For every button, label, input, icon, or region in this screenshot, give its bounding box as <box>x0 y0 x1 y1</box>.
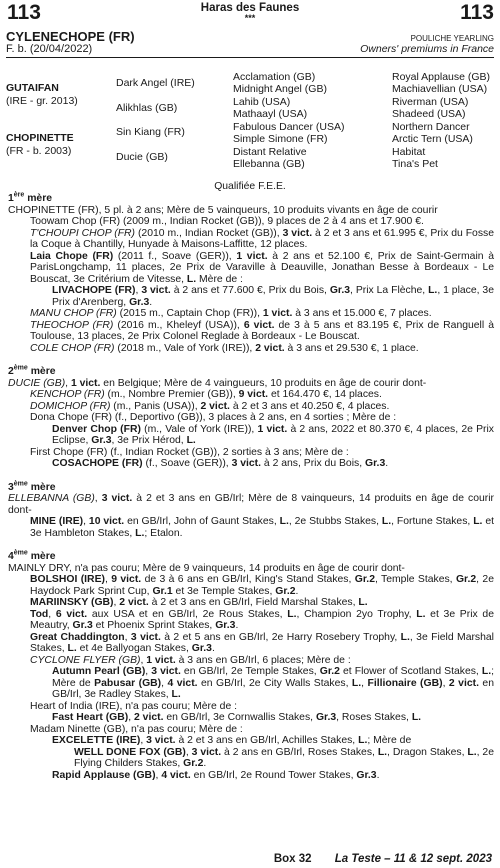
entry-text: à 2 et 3 ans et 61.995 €, Prix du Fosse la Coque à Chantilly, Hunyade à Maisons-Laffitte, 12 places. <box>30 227 494 250</box>
pedigree-g4: Riverman (USA) <box>392 96 469 108</box>
entry-text: DOMICHOP (FR) <box>30 400 111 412</box>
consignor-stars: *** <box>244 13 256 23</box>
entry-text: L. <box>287 608 297 620</box>
lot-number-left: 113 <box>7 1 41 24</box>
entry-text: Gr.3 <box>356 769 377 781</box>
entry-text: 1 vict. <box>257 423 288 435</box>
entry-text: à 3 ans et 29.530 €, 1 place. <box>284 342 419 354</box>
entry-text: (f., Soave (GER)), <box>142 458 232 469</box>
entry-text: Gr.1 <box>152 585 173 597</box>
entry-text: Gr.3 <box>91 435 112 446</box>
section-word: mère <box>27 193 53 204</box>
entry-text: L. <box>135 527 145 539</box>
pedigree-g3: Lahib (USA) <box>233 96 291 108</box>
section-ordinal-suffix: ème <box>13 480 28 488</box>
entry-text: 3 vict. <box>146 735 176 746</box>
entry-text: en GB/Irl, 3e Radley Stakes, <box>52 677 494 700</box>
pedigree-g2: Dark Angel (IRE) <box>116 77 195 89</box>
entry-text: à 2 et 3 ans en GB/Irl, Achilles Stakes, <box>175 735 359 746</box>
entry-text: L. <box>381 516 392 527</box>
entry-text: à 2 ans et 77.600 €, Prix du Bois, <box>170 285 330 296</box>
entry-text: en GB/Irl, 2e Round Tower Stakes, <box>190 769 357 781</box>
pedigree-g4: Machiavellian (USA) <box>392 83 488 95</box>
pedigree-entry <box>8 747 494 770</box>
lot-number-right: 113 <box>460 1 494 24</box>
entry-text: Gr.3 <box>72 620 93 631</box>
entry-text: , Dragon Stakes, <box>387 746 468 758</box>
entry-text: à 2 et 3 ans et 40.250 €, 4 places. <box>229 400 390 412</box>
pedigree-entry <box>8 563 494 575</box>
entry-text: CYCLONE FLYER (GB) <box>30 654 141 666</box>
entry-text: , Fortune Stakes, <box>391 516 474 527</box>
entry-text: L. <box>411 712 422 723</box>
pedigree-g4: Northern Dancer <box>392 121 470 133</box>
entry-text: Fast Heart (GB) <box>52 712 129 723</box>
pedigree-g2: Alikhlas (GB) <box>116 102 178 114</box>
entry-text: ELLEBANNA (GB) <box>8 493 95 504</box>
entry-text: et 3e Prix de Meautry, <box>30 608 494 631</box>
pedigree-g2: Ducie (GB) <box>116 151 168 163</box>
entry-text: Tod <box>30 608 49 620</box>
entry-text: , <box>145 666 152 677</box>
entry-text: à 2 ans, 2022 et 80.370 €, 4 places, 2e Prix Eclipse, <box>52 423 494 446</box>
pedigree-entry <box>8 574 494 597</box>
entry-text: , <box>124 631 131 643</box>
entry-text: Pabusar (GB) <box>94 677 162 689</box>
entry-text: (2011 f., Soave (GER)), <box>113 250 237 262</box>
entry-text: , 2e Haydock Park Sprint Cup, <box>30 574 494 597</box>
pedigree-entry <box>8 735 494 747</box>
entry-text: COLE CHOP (FR) <box>30 342 115 354</box>
entry-text: et 3e Hambleton Stakes, <box>30 516 494 539</box>
entry-text: L. <box>358 597 368 608</box>
entry-text: , Champion 2yo Trophy, <box>296 608 417 620</box>
pedigree-entry <box>8 389 494 401</box>
horse-name: CYLENECHOPE (FR) <box>6 29 135 44</box>
entry-text: L. <box>186 435 196 446</box>
pedigree-entry <box>8 712 494 724</box>
entry-text: en GB/Irl, 2e City Walls Stakes, <box>197 677 352 689</box>
section-word: mère <box>30 366 56 377</box>
entry-text: L. <box>428 285 438 296</box>
section-ordinal: 2 <box>8 366 14 377</box>
section-heading <box>8 482 494 494</box>
pedigree-entry <box>8 205 494 217</box>
entry-text: Autumn Pearl (GB) <box>52 666 146 677</box>
qualification-note: Qualifiée F.E.E. <box>214 181 286 192</box>
pedigree-entry <box>8 666 494 701</box>
entry-text: Rapid Applause (GB) <box>52 769 156 781</box>
pedigree-entry <box>8 343 494 355</box>
entry-text: et 164.470 €, 14 places. <box>268 389 382 400</box>
entry-text: L. <box>279 516 289 527</box>
entry-text: BOLSHOI (IRE) <box>30 574 105 585</box>
pedigree-g4: Tina's Pet <box>392 158 438 170</box>
entry-text: MANU CHOP (FR) <box>30 308 117 319</box>
pedigree-entry <box>8 770 494 782</box>
pedigree-entry <box>8 447 494 459</box>
entry-text: MINE (IRE) <box>30 516 84 527</box>
entry-text: Gr.3 <box>191 643 212 654</box>
entry-text: , <box>135 285 142 296</box>
entry-text: à 3 ans et 15.000 €, 7 places. <box>292 308 432 319</box>
pedigree-entry <box>8 378 494 390</box>
entry-text: L. <box>473 516 483 527</box>
section-heading <box>8 366 494 378</box>
entry-text: Dona Chope (FR) (f., Deportivo (GB)), 3 places à 2 ans, en 4 sorties ; Mère de : <box>30 412 397 423</box>
entry-text: . <box>149 296 153 308</box>
entry-text: L. <box>400 631 410 643</box>
entry-text: . <box>295 585 299 597</box>
entry-text: , <box>48 608 56 620</box>
entry-text: L. <box>467 746 477 758</box>
entry-text: MARIINSKY (GB) <box>30 597 114 608</box>
entry-text: . <box>385 458 389 469</box>
pedigree-entry <box>8 251 494 286</box>
entry-text: 3 vict. <box>151 666 181 677</box>
entry-text: , <box>155 769 162 781</box>
pedigree-entry <box>8 655 494 667</box>
entry-text: Gr.3 <box>329 285 351 296</box>
page-footer <box>274 853 492 865</box>
entry-text: 3 vict. <box>231 458 262 469</box>
entry-text: Great Chaddington <box>30 631 125 643</box>
entry-text: , 3e Field Marshal Stakes, <box>30 631 494 654</box>
consignor-name: Haras des Faunes <box>200 2 300 14</box>
entry-text: à 2 et 3 ans en GB/Irl; Mère de 8 vainqueurs, 14 produits en âge de courir dont- <box>8 493 494 516</box>
entry-text: L. <box>171 689 181 700</box>
entry-text: 9 vict. <box>111 574 142 585</box>
entry-text: à 2 ans en GB/Irl, Roses Stakes, <box>221 746 378 758</box>
pedigree-g3: Mathaayl (USA) <box>233 108 308 120</box>
entry-text: Gr.3 <box>215 620 236 631</box>
footer-box: Box 32 <box>273 853 312 865</box>
entry-text: Gr.2 <box>319 666 340 677</box>
entry-text: 6 vict. <box>55 608 88 620</box>
section-ordinal-suffix: ère <box>13 191 25 199</box>
entry-text: , Roses Stakes, <box>336 712 412 723</box>
entry-text: , Temple Stakes, <box>374 574 456 585</box>
premium-note: Owners' premiums in France <box>360 43 494 55</box>
entry-text: et 4e Ballyogan Stakes, <box>76 643 192 654</box>
pedigree-g3: Midnight Angel (GB) <box>233 83 327 95</box>
family-history <box>8 193 494 781</box>
entry-text: et 3e Temple Stakes, <box>172 585 276 597</box>
entry-text: , <box>140 735 147 746</box>
pedigree-g4: Arctic Tern (USA) <box>392 133 473 145</box>
section-word: mère <box>30 551 56 562</box>
entry-text: et Phoenix Sprint Stakes, <box>92 620 216 631</box>
entry-text: , <box>185 746 192 758</box>
pedigree-entry <box>8 216 494 228</box>
entry-text: 3 vict. <box>191 746 222 758</box>
entry-text: (2016 m., Kheleyf (USA)), <box>113 319 244 331</box>
pedigree-g3: Distant Relative <box>233 146 307 158</box>
entry-text: Gr.2 <box>275 585 296 597</box>
entry-text: 9 vict. <box>238 389 269 400</box>
pedigree-g3: Simple Simone (FR) <box>233 133 328 145</box>
entry-text: 1 vict. <box>70 377 101 389</box>
entry-text: à 2 ans et 52.100 €, Prix de Saint-Germain à ParisLongchamp, 11 places, 2e Prix de Varaville à Deauville, Jonathan Besse à Bordeaux - Le Bouscat, 3e Critérium de Vitesse, <box>30 250 494 285</box>
section-ordinal: 4 <box>8 551 14 562</box>
entry-text: . <box>376 769 380 781</box>
pedigree-g4: Royal Applause (GB) <box>392 71 491 83</box>
entry-text: (2018 m., Vale of York (IRE)), <box>114 342 256 354</box>
entry-text: WELL DONE FOX (GB) <box>74 746 186 758</box>
entry-text: Gr.2 <box>354 574 375 585</box>
entry-text: en Belgique; Mère de 4 vaingueurs, 10 produits en âge de courir dont- <box>100 377 427 389</box>
entry-text: Gr.2 <box>183 758 204 769</box>
entry-text: KENCHOP (FR) <box>30 389 105 400</box>
pedigree-g3: Fabulous Dancer (USA) <box>233 121 345 133</box>
entry-text: L. <box>358 735 368 746</box>
footer-venue: La Teste – 11 & 12 sept. 2023 <box>334 853 492 865</box>
horse-description: F. b. (20/04/2022) <box>6 43 93 55</box>
entry-text: Mère de : <box>196 273 243 285</box>
pedigree-g3: Ellebanna (GB) <box>233 158 305 170</box>
pedigree-entry <box>8 401 494 413</box>
section-ordinal-suffix: ème <box>13 549 28 557</box>
entry-text: First Chope (FR) (f., Indian Rocket (GB)), 2 sorties à 3 ans; Mère de : <box>30 446 349 458</box>
entry-text: EXCELETTE (IRE) <box>52 735 141 746</box>
section-ordinal: 3 <box>8 481 14 493</box>
entry-text: 3 vict. <box>130 631 161 643</box>
horse-details-row <box>6 44 494 57</box>
entry-text: , <box>104 574 112 585</box>
entry-text: Denver Chop (FR) <box>52 423 141 435</box>
entry-text: 4 vict. <box>167 677 198 689</box>
entry-text: de 3 à 6 ans en GB/Irl, King's Stand Stakes, <box>141 574 355 585</box>
pedigree-table <box>0 72 500 172</box>
entry-text: de 3 à 5 ans et 83.195 €, Prix de Ranguell à Toulouse, 13 places, 2e Prix Colonel Reglade à Bordeaux - Le Bouscat. <box>30 319 495 342</box>
entry-text: aux USA et en GB/Irl, 2e Rous Stakes, <box>87 608 288 620</box>
pedigree-dam: CHOPINETTE <box>6 132 74 144</box>
entry-text: , 2e Stubbs Stakes, <box>288 516 382 527</box>
entry-text: . <box>211 643 215 654</box>
header-divider <box>6 57 494 58</box>
pedigree-entry <box>8 516 494 539</box>
pedigree-entry <box>8 285 494 308</box>
entry-text: 2 vict. <box>255 342 285 354</box>
entry-text: , <box>113 597 120 608</box>
pedigree-entry <box>8 458 494 470</box>
pedigree-entry <box>8 724 494 736</box>
entry-text: , <box>442 677 449 689</box>
entry-text: (2010 m., Indian Rocket (GB)), <box>135 227 283 239</box>
entry-text: L. <box>186 273 197 285</box>
entry-text: LIVACHOPE (FR) <box>52 285 136 296</box>
entry-text: L. <box>416 608 426 620</box>
entry-text: ; Etalon. <box>144 527 183 539</box>
section-ordinal: 1 <box>8 193 14 204</box>
entry-text: . <box>235 620 239 631</box>
entry-text: ; Mère de <box>52 666 495 689</box>
entry-text: 10 vict. <box>88 516 125 527</box>
pedigree-entry <box>8 320 494 343</box>
pedigree-g4: Habitat <box>392 146 426 158</box>
entry-text: 1 vict. <box>146 654 176 666</box>
entry-text: 3 vict. <box>101 493 133 504</box>
entry-text: 6 vict. <box>243 319 275 331</box>
entry-text: Toowam Chop (FR) (2009 m., Indian Rocket (GB)), 9 places de 2 à 4 ans et 17.900 €. <box>30 216 424 227</box>
entry-text: en GB/Irl, 3e Cornwallis Stakes, <box>163 712 316 723</box>
entry-text: , <box>83 516 89 527</box>
entry-text: , Prix La Flèche, <box>350 285 429 296</box>
entry-text: , <box>94 493 102 504</box>
entry-text: Heart of India (IRE), n'a pas couru; Mère de : <box>30 700 238 712</box>
pedigree-entry <box>8 597 494 609</box>
entry-text: 3 vict. <box>141 285 171 296</box>
entry-text: . <box>203 758 207 769</box>
entry-text: Gr.3 <box>365 458 386 469</box>
entry-text: 2 vict. <box>200 400 230 412</box>
entry-text: , 2e Flying Childers Stakes, <box>74 746 494 769</box>
entry-text: (m., Panis (USA)), <box>110 400 201 412</box>
section-heading <box>8 193 494 205</box>
pedigree-g3: Acclamation (GB) <box>233 71 316 83</box>
entry-text: L. <box>377 746 388 758</box>
entry-text: , 3e Prix Hérod, <box>111 435 187 446</box>
entry-text: T'CHOUPI CHOP (FR) <box>30 227 136 239</box>
entry-text: Madam Ninette (GB), n'a pas couru; Mère de : <box>30 723 243 735</box>
pedigree-sire: GUTAIFAN <box>6 82 59 94</box>
entry-text: 1 vict. <box>236 250 268 262</box>
entry-text: CHOPINETTE (FR), 5 pl. à 2 ans; Mère de 5 vainqueurs, 10 produits vivants en âge de courir <box>8 204 438 216</box>
pedigree-entry <box>8 424 494 447</box>
pedigree-dam-info: (FR - b. 2003) <box>6 145 72 157</box>
section-heading <box>8 551 494 563</box>
entry-text: , <box>140 654 147 666</box>
entry-text: Gr.2 <box>455 574 477 585</box>
entry-text: 3 vict. <box>282 227 313 239</box>
entry-text: MAINLY DRY, n'a pas couru; Mère de 9 vainqueurs, 14 produits en âge de courir dont- <box>8 562 405 574</box>
entry-text: Fillionaire (GB) <box>367 677 443 689</box>
pedigree-entry <box>8 609 494 632</box>
entry-text: 4 vict. <box>161 769 191 781</box>
pedigree-g4: Shadeed (USA) <box>392 108 466 120</box>
entry-text: ; Mère de <box>367 735 412 746</box>
section-ordinal-suffix: ème <box>13 364 28 372</box>
entry-text: en GB/Irl, 2e Temple Stakes, <box>180 666 320 677</box>
section-word: mère <box>30 481 56 493</box>
pedigree-entry <box>8 632 494 655</box>
entry-text: 1 vict. <box>262 308 293 319</box>
entry-text: L. <box>67 643 77 654</box>
pedigree-sire-info: (IRE - gr. 2013) <box>6 95 78 107</box>
pedigree-entry <box>8 493 494 516</box>
entry-text: THEOCHOP (FR) <box>30 319 114 331</box>
entry-text: , <box>361 677 368 689</box>
entry-text: 2 vict. <box>134 712 164 723</box>
entry-text: 2 vict. <box>448 677 479 689</box>
entry-text: (m., Nombre Premier (GB)), <box>104 389 239 400</box>
entry-text: à 2 ans, Prix du Bois, <box>261 458 365 469</box>
entry-text: à 2 et 3 ans en GB/Irl, Field Marshal Stakes, <box>148 597 359 608</box>
entry-text: (m., Vale of York (IRE)), <box>140 423 258 435</box>
entry-text: à 2 et 5 ans en GB/Irl, 2e Harry Rosebery Trophy, <box>160 631 401 643</box>
pedigree-g2: Sin Kiang (FR) <box>116 126 185 138</box>
entry-text: et Flower of Scotland Stakes, <box>339 666 482 677</box>
entry-text: L. <box>481 666 492 677</box>
entry-text: Gr.3 <box>315 712 337 723</box>
entry-text: DUCIE (GB) <box>8 377 66 389</box>
entry-text: à 3 ans en GB/Irl, 6 places; Mère de : <box>175 654 351 666</box>
entry-text: , <box>65 377 71 389</box>
entry-text: , 1 place, 3e Prix d'Arenberg, <box>52 285 494 308</box>
entry-text: L. <box>351 677 362 689</box>
pedigree-entry <box>8 228 494 251</box>
entry-text: COSACHOPE (FR) <box>52 458 143 469</box>
pedigree-entry <box>8 308 494 320</box>
entry-text: , <box>161 677 168 689</box>
entry-text: Laia Chope (FR) <box>30 250 114 262</box>
entry-text: Gr.3 <box>129 296 150 308</box>
entry-text: 2 vict. <box>119 597 149 608</box>
pedigree-entry <box>8 701 494 713</box>
entry-text: , <box>128 712 134 723</box>
horse-category: POULICHE YEARLING <box>410 34 494 43</box>
entry-text: en GB/Irl, John of Gaunt Stakes, <box>124 516 280 527</box>
entry-text: (2015 m., Captain Chop (FR)), <box>116 308 263 319</box>
pedigree-entry <box>8 412 494 424</box>
